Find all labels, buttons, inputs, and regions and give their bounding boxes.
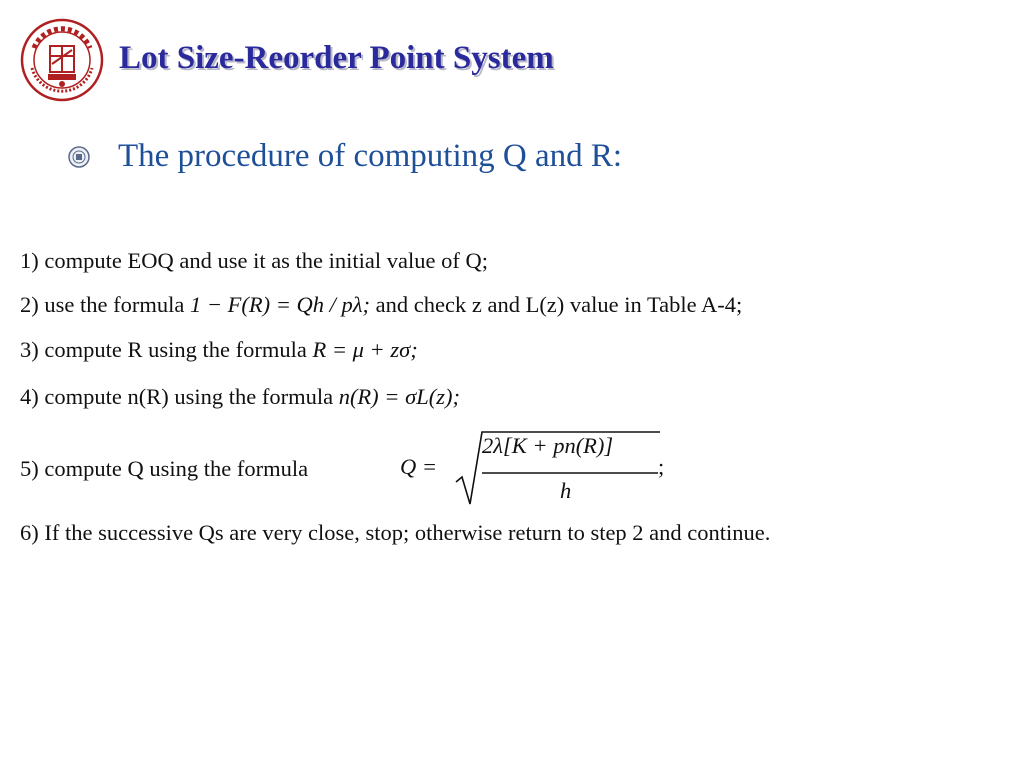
- step-3-formula: R = μ + zσ;: [312, 337, 418, 362]
- university-logo: [20, 18, 104, 102]
- formula-denominator: h: [560, 478, 572, 503]
- step-4-formula: n(R) = σL(z);: [338, 384, 460, 409]
- bullet-icon: [68, 146, 90, 168]
- step-2-suffix: and check z and L(z) value in Table A-4;: [375, 292, 743, 317]
- step-3: [20, 337, 418, 363]
- step-6: [20, 520, 770, 546]
- formula-numerator: 2λ[K + pn(R)]: [482, 433, 614, 458]
- step-2-prefix: 2) use the formula: [20, 292, 185, 317]
- step-1-text: 1) compute EOQ and use it as the initial value of Q;: [20, 248, 489, 273]
- step-4: [20, 384, 460, 410]
- step-3-prefix: 3) compute R using the formula: [20, 337, 307, 362]
- formula-end: ;: [658, 454, 665, 479]
- step-5: [20, 456, 308, 482]
- step-5-formula: [400, 430, 670, 510]
- step-4-prefix: 4) compute n(R) using the formula: [20, 384, 334, 409]
- step-6-text: 6) If the successive Qs are very close, stop; otherwise return to step 2 and continue.: [20, 520, 771, 545]
- step-5-prefix: 5) compute Q using the formula: [20, 456, 309, 481]
- step-1: [20, 248, 488, 274]
- step-2-formula: 1 − F(R) = Qh / pλ;: [189, 292, 371, 317]
- section-heading: [68, 138, 622, 175]
- step-2: [20, 292, 742, 318]
- page-title: Lot Size-Reorder Point System: [119, 40, 554, 76]
- subtitle: The procedure of computing Q and R:: [118, 138, 623, 174]
- formula-lhs: Q =: [400, 454, 438, 479]
